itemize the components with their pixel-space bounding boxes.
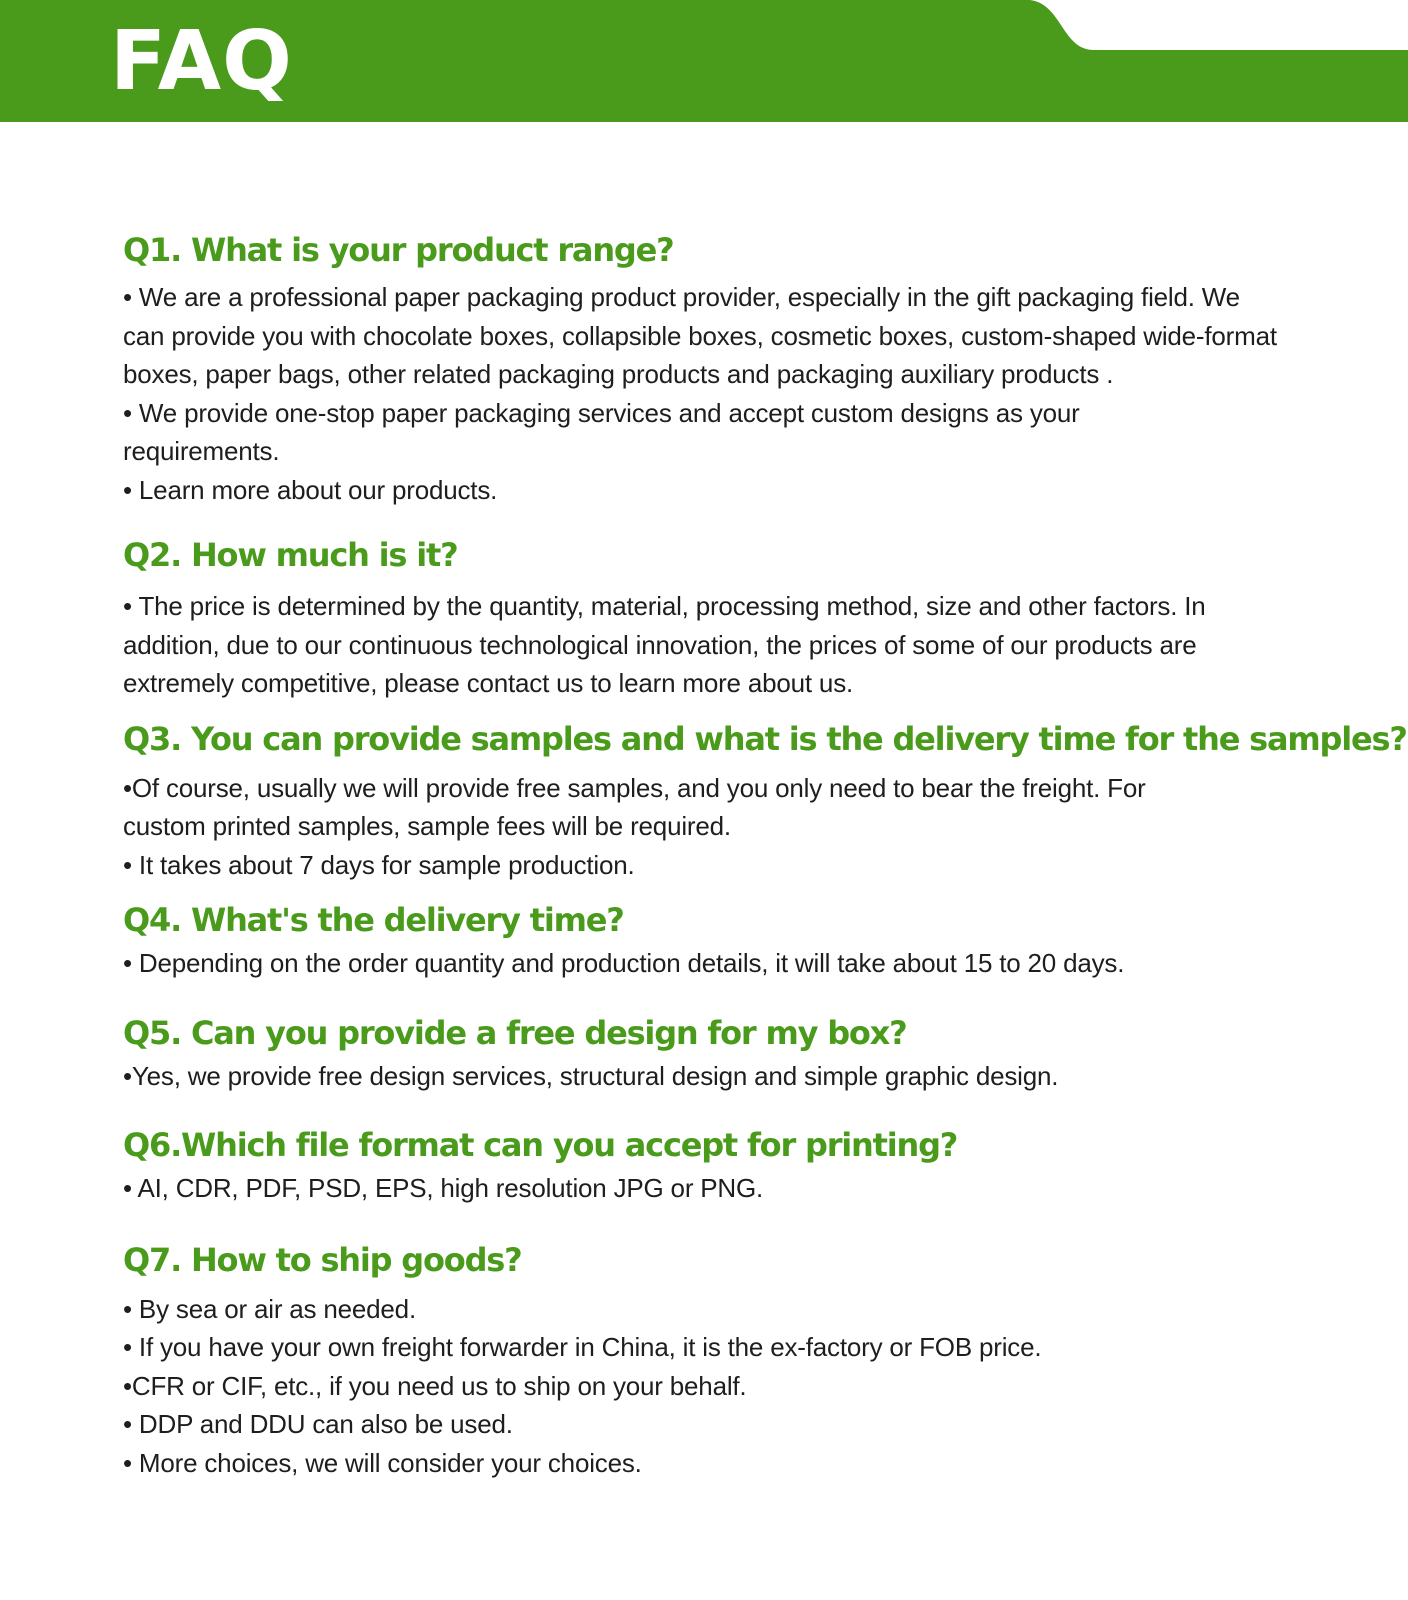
faq-answer: •CFR or CIF, etc., if you need us to ship on your behalf. bbox=[123, 1370, 747, 1401]
faq-item-q1 bbox=[123, 226, 1283, 509]
faq-question: Q4. What's the delivery time? bbox=[123, 901, 624, 939]
faq-answer: • AI, CDR, PDF, PSD, EPS, high resolution JPG or PNG. bbox=[123, 1173, 764, 1203]
faq-answer: •Yes, we provide free design services, structural design and simple graphic design. bbox=[123, 1060, 1059, 1091]
faq-item-q3 bbox=[123, 715, 1407, 885]
faq-answer: • Depending on the order quantity and production details, it will take about 15 to 20 days. bbox=[123, 948, 1125, 978]
faq-question: Q2. How much is it? bbox=[123, 536, 458, 574]
faq-answer: • DDP and DDU can also be used. bbox=[123, 1409, 513, 1439]
faq-question: Q5. Can you provide a free design for my box? bbox=[123, 1013, 907, 1052]
faq-item-q6 bbox=[123, 1121, 1283, 1208]
faq-answer: •Of course, usually we will provide free samples, and you only need to bear the freight. For custom printed samples, sample fees will be required. bbox=[123, 772, 1146, 841]
faq-answer: • It takes about 7 days for sample production. bbox=[123, 849, 635, 880]
faq-list bbox=[123, 226, 1407, 1482]
faq-question: Q7. How to ship goods? bbox=[123, 1240, 522, 1279]
faq-answer: • By sea or air as needed. bbox=[123, 1293, 416, 1324]
faq-item-q4 bbox=[123, 896, 1283, 983]
faq-answer: • More choices, we will consider your choices. bbox=[123, 1447, 642, 1478]
faq-answer: • The price is determined by the quantity, material, processing method, size and other factors. In addition, due to our continuous technological innovation, the prices of some of our products are extremely competitive, please contact us to learn more about us. bbox=[123, 591, 1206, 698]
faq-question: Q6.Which file format can you accept for printing? bbox=[123, 1126, 958, 1164]
faq-answer: • If you have your own freight forwarder in China, it is the ex-factory or FOB price. bbox=[123, 1332, 1042, 1362]
faq-answer: • Learn more about our products. bbox=[123, 474, 498, 505]
faq-answer: • We are a professional paper packaging product provider, especially in the gift packaging field. We can provide you with chocolate boxes, collapsible boxes, cosmetic boxes, custom-shaped wide-format boxes, paper bags, other related packaging products and packaging auxiliary products . bbox=[123, 282, 1277, 389]
page-title: FAQ bbox=[110, 14, 293, 109]
faq-question: Q1. What is your product range? bbox=[123, 231, 674, 269]
faq-answer: • We provide one-stop paper packaging services and accept custom designs as your requirements. bbox=[123, 397, 1080, 466]
faq-item-q7 bbox=[123, 1236, 1283, 1483]
faq-item-q2 bbox=[123, 531, 1283, 703]
header-banner bbox=[0, 0, 1408, 122]
faq-item-q5 bbox=[123, 1009, 1283, 1096]
faq-question: Q3. You can provide samples and what is the delivery time for the samples? bbox=[123, 719, 1407, 758]
